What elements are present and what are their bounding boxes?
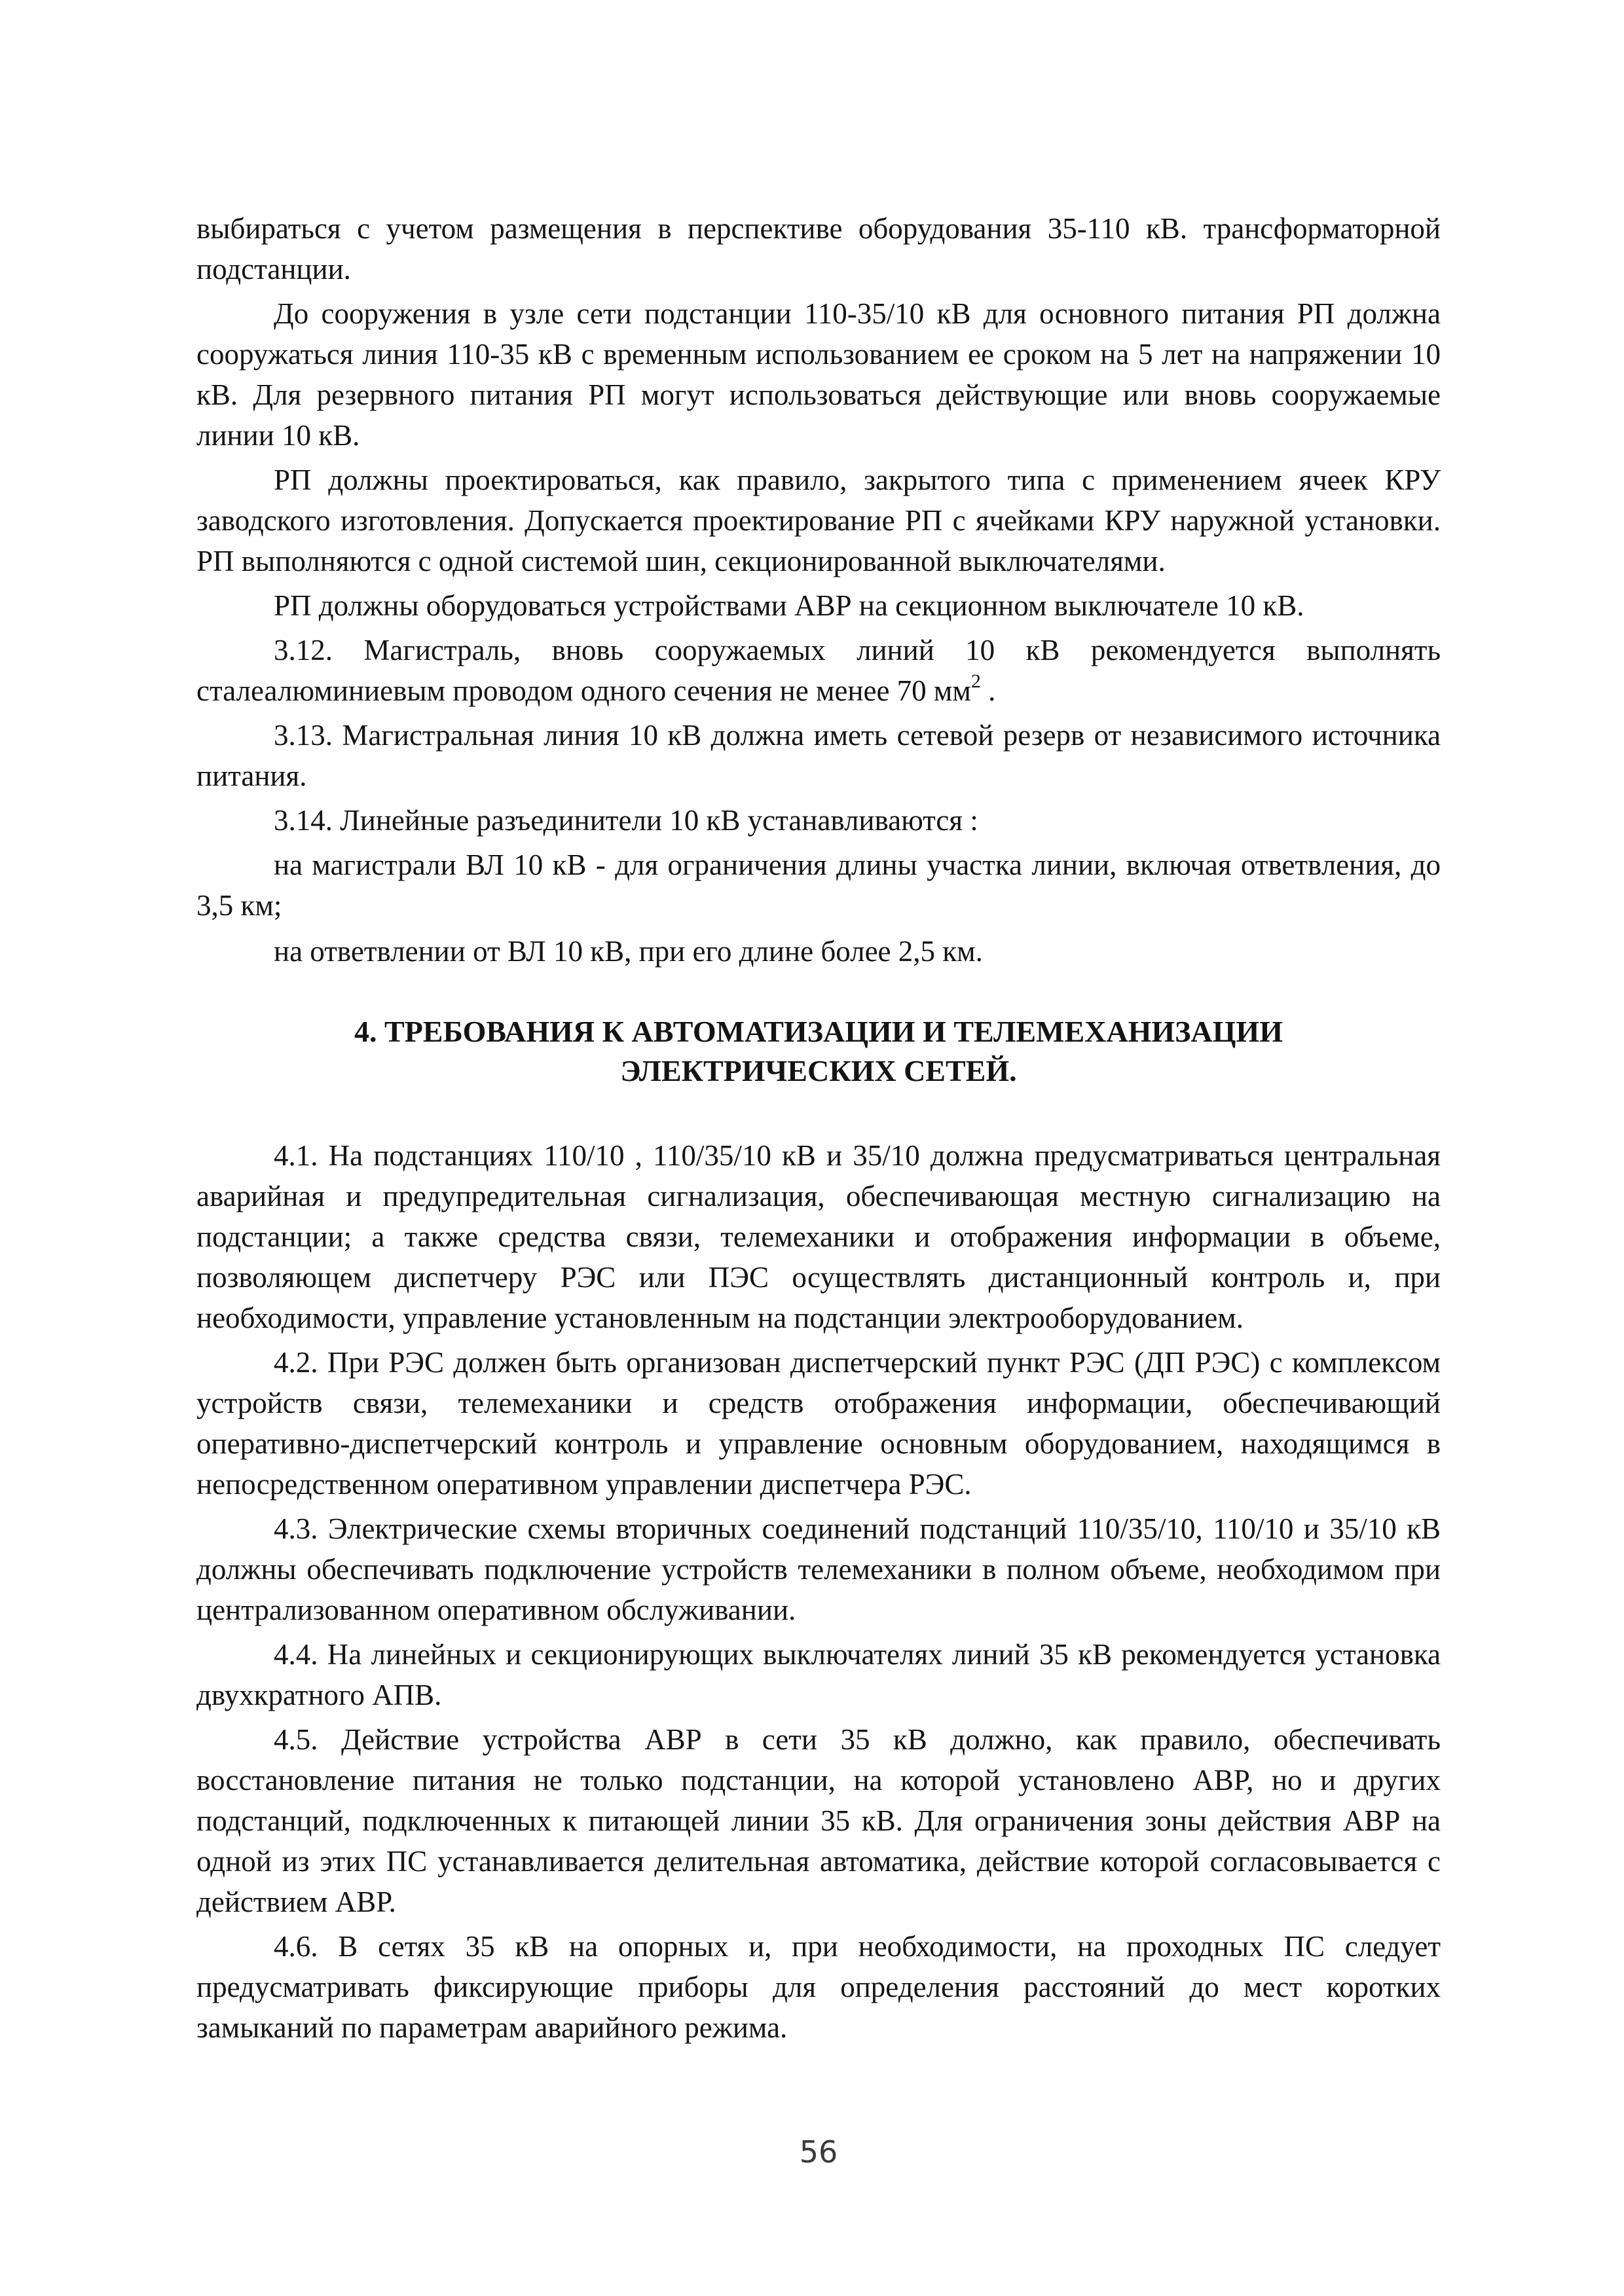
paragraph-rp-design: РП должны проектироваться, как правило, закрытого типа с применением ячеек КРУ заводского изготовления. Допускается проектирование РП с ячейками КРУ наружной установки. РП выполняются с одной системой шин, секционированной выключателями. (196, 464, 1441, 577)
paragraph-3-12-tail: . (980, 674, 996, 707)
paragraph-4-5: 4.5. Действие устройства АВР в сети 35 кВ должно, как правило, обеспечивать восстановление питания не только подстанции, на которой установлено АВР, но и других подстанций, подключенных к питающей линии 35 кВ. Для ограничения зоны действия АВР на одной из этих ПС устанавливается делительная автоматика, действие которой согласовывается с действием АВР. (196, 1723, 1441, 1918)
body-text (196, 208, 1441, 2052)
paragraph-4-3: 4.3. Электрические схемы вторичных соединений подстанций 110/35/10, 110/10 и 35/10 кВ должны обеспечивать подключение устройств телемеханики в полном объеме, необходимом при централизованном оперативном обслуживании. (196, 1512, 1441, 1626)
section-title-line-2: ЭЛЕКТРИЧЕСКИХ СЕТЕЙ. (620, 1054, 1017, 1087)
paragraph-3-14: 3.14. Линейные разъединители 10 кВ устанавливаются : (274, 804, 978, 837)
superscript-2: 2 (970, 670, 981, 692)
paragraph-4-1: 4.1. На подстанциях 110/10 , 110/35/10 кВ и 35/10 должна предусматриваться центральная аварийная и предупредительная сигнализация, обеспечивающая местную сигнализацию на подстанции; а также средства связи, телемеханики и отображения информации в объеме, позволяющем диспетчеру РЭС или ПЭС осуществлять дистанционный контроль и, при необходимости, управление установленным на подстанции электрооборудованием. (196, 1139, 1441, 1334)
paragraph-continuation: выбираться с учетом размещения в перспективе оборудования 35-110 кВ. трансформаторной подстанции. (196, 212, 1441, 285)
list-item-main-line: на магистрали ВЛ 10 кВ - для ограничения длины участка линии, включая ответвления, до 3,5 км; (196, 848, 1441, 922)
paragraph-3-13: 3.13. Магистральная линия 10 кВ должна иметь сетевой резерв от независимого источника питания. (196, 719, 1441, 792)
paragraph-4-4: 4.4. На линейных и секционирующих выключателях линий 35 кВ рекомендуется установка двухкратного АПВ. (196, 1638, 1441, 1711)
list-item-branch: на ответвлении от ВЛ 10 кВ, при его длине более 2,5 км. (274, 935, 983, 968)
document-page (196, 0, 1441, 2296)
paragraph-4-2: 4.2. При РЭС должен быть организован диспетчерский пункт РЭС (ДП РЭС) с комплексом устройств связи, телемеханики и средств отображения информации, обеспечивающий оперативно-диспетчерский контроль и управление основным оборудованием, находящимся в непосредственном оперативном управлении диспетчера РЭС. (196, 1346, 1441, 1501)
paragraph-rp-construction: До сооружения в узле сети подстанции 110-35/10 кВ для основного питания РП должна сооружаться линия 110-35 кВ с временным использованием ее сроком на 5 лет на напряжении 10 кВ. Для резервного питания РП могут использоваться действующие или вновь сооружаемые линии 10 кВ. (196, 297, 1441, 452)
section-title-line-1: 4. ТРЕБОВАНИЯ К АВТОМАТИЗАЦИИ И ТЕЛЕМЕХАНИЗАЦИИ (354, 1015, 1283, 1048)
paragraph-3-12 (196, 630, 1441, 711)
section-title (196, 1012, 1441, 1091)
page-number: 56 (799, 2134, 838, 2170)
paragraph-4-6: 4.6. В сетях 35 кВ на опорных и, при необходимости, на проходных ПС следует предусматривать фиксирующие приборы для определения расстояний до мест коротких замыканий по параметрам аварийного режима. (196, 1930, 1441, 2044)
paragraph-rp-avr: РП должны оборудоваться устройствами АВР на секционном выключателе 10 кВ. (274, 589, 1304, 622)
paragraph-3-12-text: 3.12. Магистраль, вновь сооружаемых линий 10 кВ рекомендуется выполнять сталеалюминиевым проводом одного сечения не менее 70 мм (196, 634, 1441, 707)
